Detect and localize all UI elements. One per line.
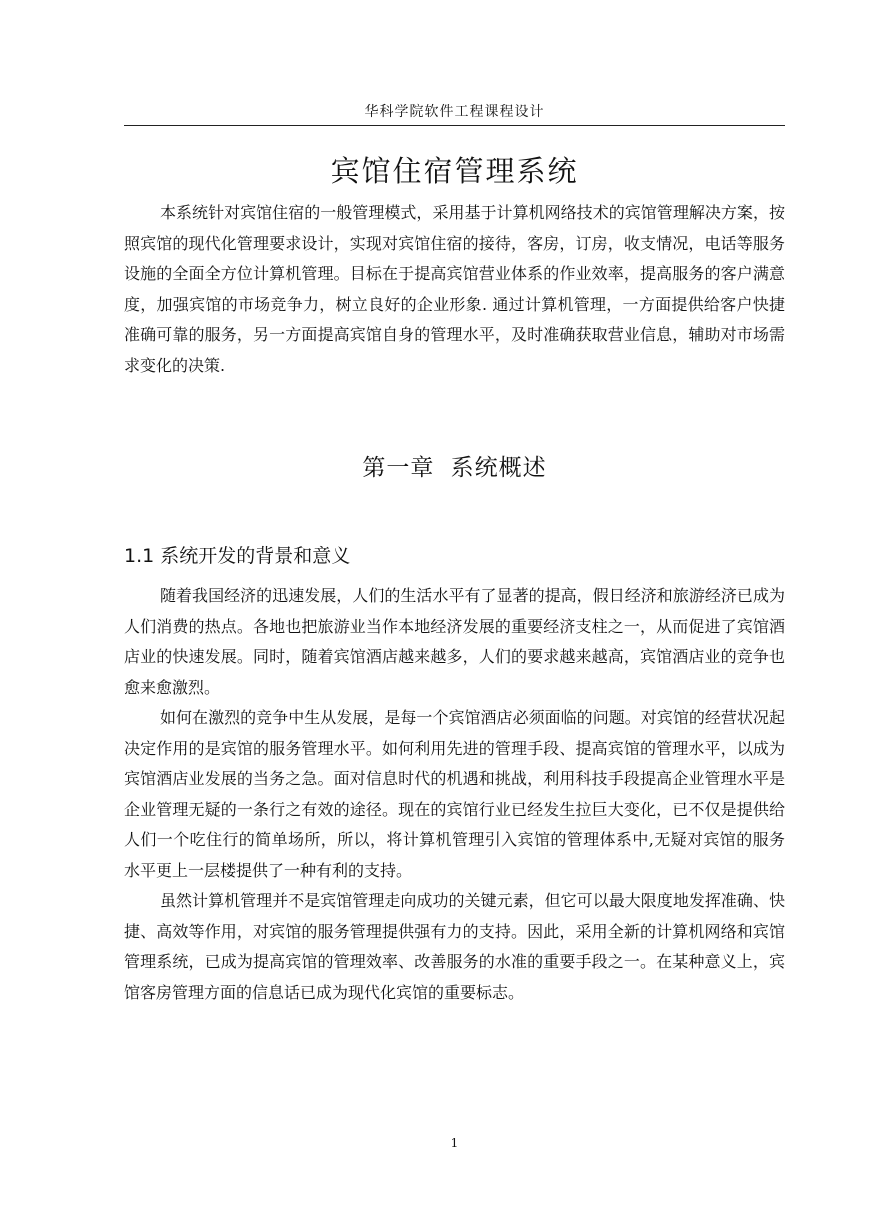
running-header: 华科学院软件工程课程设计 [364,104,545,120]
page-number: 1 [450,1136,459,1150]
document-title: 宾馆住宿管理系统 [330,154,579,188]
chapter-title: 第一章 系统概述 [362,455,547,481]
section-title: 1.1 系统开发的背景和意义 [124,545,351,567]
body-paragraph: 虽然计算机管理并不是宾馆管理走向成功的关键元素，但它可以最大限度地发挥准确、快捷、高效等作用，对宾馆的服务管理提供强有力的支持。因此，采用全新的计算机网络和宾馆管理系统，已成为提高宾馆的管理效率、改善服务的水准的重要手段之一。在某种意义上，宾馆客房管理方面的信息话已成为现代化宾馆的重要标志。 [124,891,785,1002]
section-body [124,581,785,1008]
header-divider [124,125,785,126]
abstract-paragraph: 本系统针对宾馆住宿的一般管理模式，采用基于计算机网络技术的宾馆管理解决方案，按照宾馆的现代化管理要求设计，实现对宾馆住宿的接待，客房，订房，收支情况，电话等服务设施的全面全方位计算机管理。目标在于提高宾馆营业体系的作业效率，提高服务的客户满意度，加强宾馆的市场竞争力，树立良好的企业形象. 通过计算机管理，一方面提供给客户快捷准确可靠的服务，另一方面提高宾馆自身的管理水平，及时准确获取营业信息，辅助对市场需求变化的决策. [124,203,785,375]
body-paragraph: 如何在激烈的竞争中生从发展，是每一个宾馆酒店必须面临的问题。对宾馆的经营状况起决定作用的是宾馆的服务管理水平。如何利用先进的管理手段、提高宾馆的管理水平，以成为宾馆酒店业发展的当务之急。面对信息时代的机遇和挑战，利用科技手段提高企业管理水平是企业管理无疑的一条行之有效的途径。现在的宾馆行业已经发生拉巨大变化，已不仅是提供给人们一个吃住行的简单场所，所以，将计算机管理引入宾馆的管理体系中,无疑对宾馆的服务水平更上一层楼提供了一种有利的支持。 [124,708,785,880]
body-paragraph: 随着我国经济的迅速发展，人们的生活水平有了显著的提高，假日经济和旅游经济已成为人们消费的热点。各地也把旅游业当作本地经济发展的重要经济支柱之一，从而促进了宾馆酒店业的快速发展。同时，随着宾馆酒店越来越多，人们的要求越来越高，宾馆酒店业的竞争也愈来愈激烈。 [124,586,785,697]
